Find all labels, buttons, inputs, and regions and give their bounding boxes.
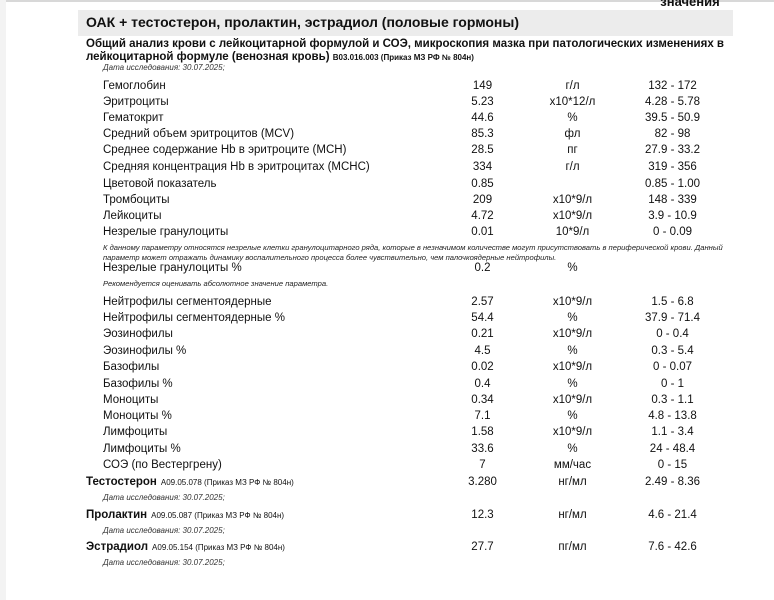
test-reference: 2.49 - 8.36 (645, 476, 700, 488)
test-reference: 4.6 - 21.4 (648, 509, 697, 521)
test-name (86, 476, 294, 488)
row-name: Тромбоциты (103, 194, 170, 206)
row-name: Лимфоциты (103, 426, 168, 438)
table-row (0, 410, 774, 426)
test-name-text: Эстрадиол (86, 541, 149, 553)
row-name: Цветовой показатель (103, 178, 217, 190)
row-reference: 24 - 48.4 (649, 443, 696, 455)
row-unit: мм/час (553, 459, 592, 471)
row-name: Лейкоциты (103, 210, 162, 222)
row-reference: 0.85 - 1.00 (645, 178, 700, 190)
row-name: Средняя концентрация Hb в эритроцитах (MCHC) (103, 161, 370, 173)
test-name (86, 509, 284, 521)
row-unit: x10*9/л (552, 194, 593, 206)
test-date: Дата исследования: 30.07.2025; (103, 493, 225, 502)
row-value: 0.85 (471, 178, 494, 190)
row-unit: пг (567, 144, 578, 156)
table-row (0, 361, 774, 377)
row-reference: 0 - 0.4 (656, 328, 689, 340)
row-name: Эритроциты (103, 96, 169, 108)
row-reference: 0 - 0.09 (653, 226, 692, 238)
row-value: 209 (472, 194, 493, 206)
table-row (0, 128, 774, 144)
row-value: 0.21 (471, 328, 494, 340)
test-date: Дата исследования: 30.07.2025; (103, 526, 225, 535)
row-unit: фл (564, 128, 581, 140)
table-row (0, 394, 774, 410)
row-reference: 1.1 - 3.4 (651, 426, 694, 438)
section-title: ОАК + тестостерон, пролактин, эстрадиол (половые гормоны) (86, 14, 519, 30)
hormone-test-row (0, 476, 774, 492)
test-code: A09.05.087 (Приказ МЗ РФ № 804н) (151, 511, 285, 520)
row-unit: % (567, 262, 578, 274)
test-code: A09.05.078 (Приказ МЗ РФ № 804н) (160, 478, 294, 487)
row-name: Моноциты (103, 394, 159, 406)
row-reference: 148 - 339 (648, 194, 697, 206)
test-name (86, 541, 285, 553)
row-name: Гематокрит (103, 112, 164, 124)
row-name: СОЭ (по Вестергрену) (103, 459, 222, 471)
row-reference: 3.9 - 10.9 (648, 210, 697, 222)
panel-title-text: Общий анализ крови с лейкоцитарной формулой и СОЭ, микроскопия мазка при патологических изменениях в лейкоцитарной формуле (венозная кровь) (86, 38, 724, 63)
row-value: 33.6 (471, 443, 494, 455)
table-row (0, 210, 774, 226)
test-code: A09.05.154 (Приказ МЗ РФ № 804н) (152, 543, 285, 552)
panel-title (86, 38, 736, 64)
row-value: 0.2 (474, 262, 491, 274)
row-value: 4.72 (471, 210, 494, 222)
row-value: 0.4 (474, 378, 491, 390)
table-row (0, 112, 774, 128)
row-reference: 132 - 172 (648, 80, 697, 92)
panel-code: B03.016.003 (Приказ МЗ РФ № 804н) (332, 53, 474, 62)
table-row (0, 194, 774, 210)
table-row (0, 345, 774, 361)
row-value: 7 (479, 459, 486, 471)
row-reference: 37.9 - 71.4 (645, 312, 700, 324)
test-value: 12.3 (471, 509, 494, 521)
hormone-test-row (0, 541, 774, 557)
table-row (0, 328, 774, 344)
row-name: Нейтрофилы сегментоядерные % (103, 312, 285, 324)
table-row (0, 161, 774, 177)
panel-date: Дата исследования: 30.07.2025; (103, 63, 225, 72)
row-unit: % (567, 410, 578, 422)
row-reference: 82 - 98 (654, 128, 691, 140)
row-name: Базофилы % (103, 378, 173, 390)
row-unit: % (567, 345, 578, 357)
row-unit: % (567, 443, 578, 455)
hormone-test-row (0, 509, 774, 525)
table-row (0, 80, 774, 96)
table-row (0, 426, 774, 442)
note-immature-granulocytes-pct: Рекомендуется оценивать абсолютное значение параметра. (103, 279, 329, 288)
row-value: 334 (472, 161, 493, 173)
table-row (0, 96, 774, 112)
row-value: 4.5 (474, 345, 491, 357)
row-value: 54.4 (471, 312, 494, 324)
test-unit: нг/мл (558, 509, 587, 521)
test-value: 3.280 (468, 476, 497, 488)
note-immature-granulocytes: К данному параметру относятся незрелые клетки гранулоцитарного ряда, которые в незначимом количестве могут присутствовать в периферической крови. Данный параметр может отражать динамику воспалительного процесса более чувствительно, чем палочкоядерные нейтрофилы. (103, 243, 723, 262)
row-reference: 0 - 15 (657, 459, 688, 471)
row-name: Нейтрофилы сегментоядерные (103, 296, 272, 308)
row-unit: % (567, 378, 578, 390)
row-unit: 10*9/л (555, 226, 590, 238)
test-name-text: Пролактин (86, 509, 148, 521)
table-row (0, 296, 774, 312)
row-name: Эозинофилы (103, 328, 173, 340)
table-row (0, 443, 774, 459)
row-name: Эозинофилы % (103, 345, 187, 357)
row-unit: x10*9/л (552, 328, 593, 340)
row-value: 149 (472, 80, 493, 92)
row-unit: x10*9/л (552, 210, 593, 222)
table-row (0, 378, 774, 394)
row-value: 0.02 (471, 361, 494, 373)
test-reference: 7.6 - 42.6 (648, 541, 697, 553)
row-value: 44.6 (471, 112, 494, 124)
row-reference: 0.3 - 1.1 (651, 394, 694, 406)
row-reference: 1.5 - 6.8 (651, 296, 694, 308)
table-row (0, 312, 774, 328)
row-value: 0.34 (471, 394, 494, 406)
table-row (0, 459, 774, 475)
row-unit: x10*9/л (552, 296, 593, 308)
row-value: 7.1 (474, 410, 491, 422)
row-value: 5.23 (471, 96, 494, 108)
test-unit: нг/мл (558, 476, 587, 488)
row-name: Моноциты % (103, 410, 172, 422)
test-name-text: Тестостерон (86, 476, 157, 488)
row-unit: x10*9/л (552, 426, 593, 438)
test-value: 27.7 (471, 541, 494, 553)
row-unit: г/л (565, 80, 580, 92)
table-row (0, 262, 774, 278)
row-reference: 4.8 - 13.8 (648, 410, 697, 422)
row-reference: 39.5 - 50.9 (645, 112, 700, 124)
row-unit: x10*9/л (552, 394, 593, 406)
row-reference: 4.28 - 5.78 (645, 96, 700, 108)
row-value: 28.5 (471, 144, 494, 156)
test-unit: пг/мл (558, 541, 587, 553)
row-unit: г/л (565, 161, 580, 173)
column-header-reference: значения (660, 0, 720, 9)
row-reference: 0 - 1 (660, 378, 684, 390)
row-name: Среднее содержание Hb в эритроците (MCH) (103, 144, 347, 156)
row-unit: % (567, 312, 578, 324)
row-value: 1.58 (471, 426, 494, 438)
row-reference: 319 - 356 (648, 161, 697, 173)
row-unit: x10*9/л (552, 361, 593, 373)
row-value: 0.01 (471, 226, 494, 238)
table-row (0, 144, 774, 160)
row-reference: 27.9 - 33.2 (645, 144, 700, 156)
table-row (0, 226, 774, 242)
table-row (0, 178, 774, 194)
row-name: Базофилы (103, 361, 160, 373)
row-name: Лимфоциты % (103, 443, 181, 455)
test-date: Дата исследования: 30.07.2025; (103, 558, 225, 567)
row-reference: 0 - 0.07 (653, 361, 692, 373)
row-name: Средний объем эритроцитов (MCV) (103, 128, 295, 140)
row-unit: x10*12/л (549, 96, 596, 108)
row-reference: 0.3 - 5.4 (651, 345, 694, 357)
row-name: Гемоглобин (103, 80, 166, 92)
row-value: 85.3 (471, 128, 494, 140)
row-name: Незрелые гранулоциты (103, 226, 229, 238)
row-name: Незрелые гранулоциты % (103, 262, 242, 274)
row-unit: % (567, 112, 578, 124)
row-value: 2.57 (471, 296, 494, 308)
